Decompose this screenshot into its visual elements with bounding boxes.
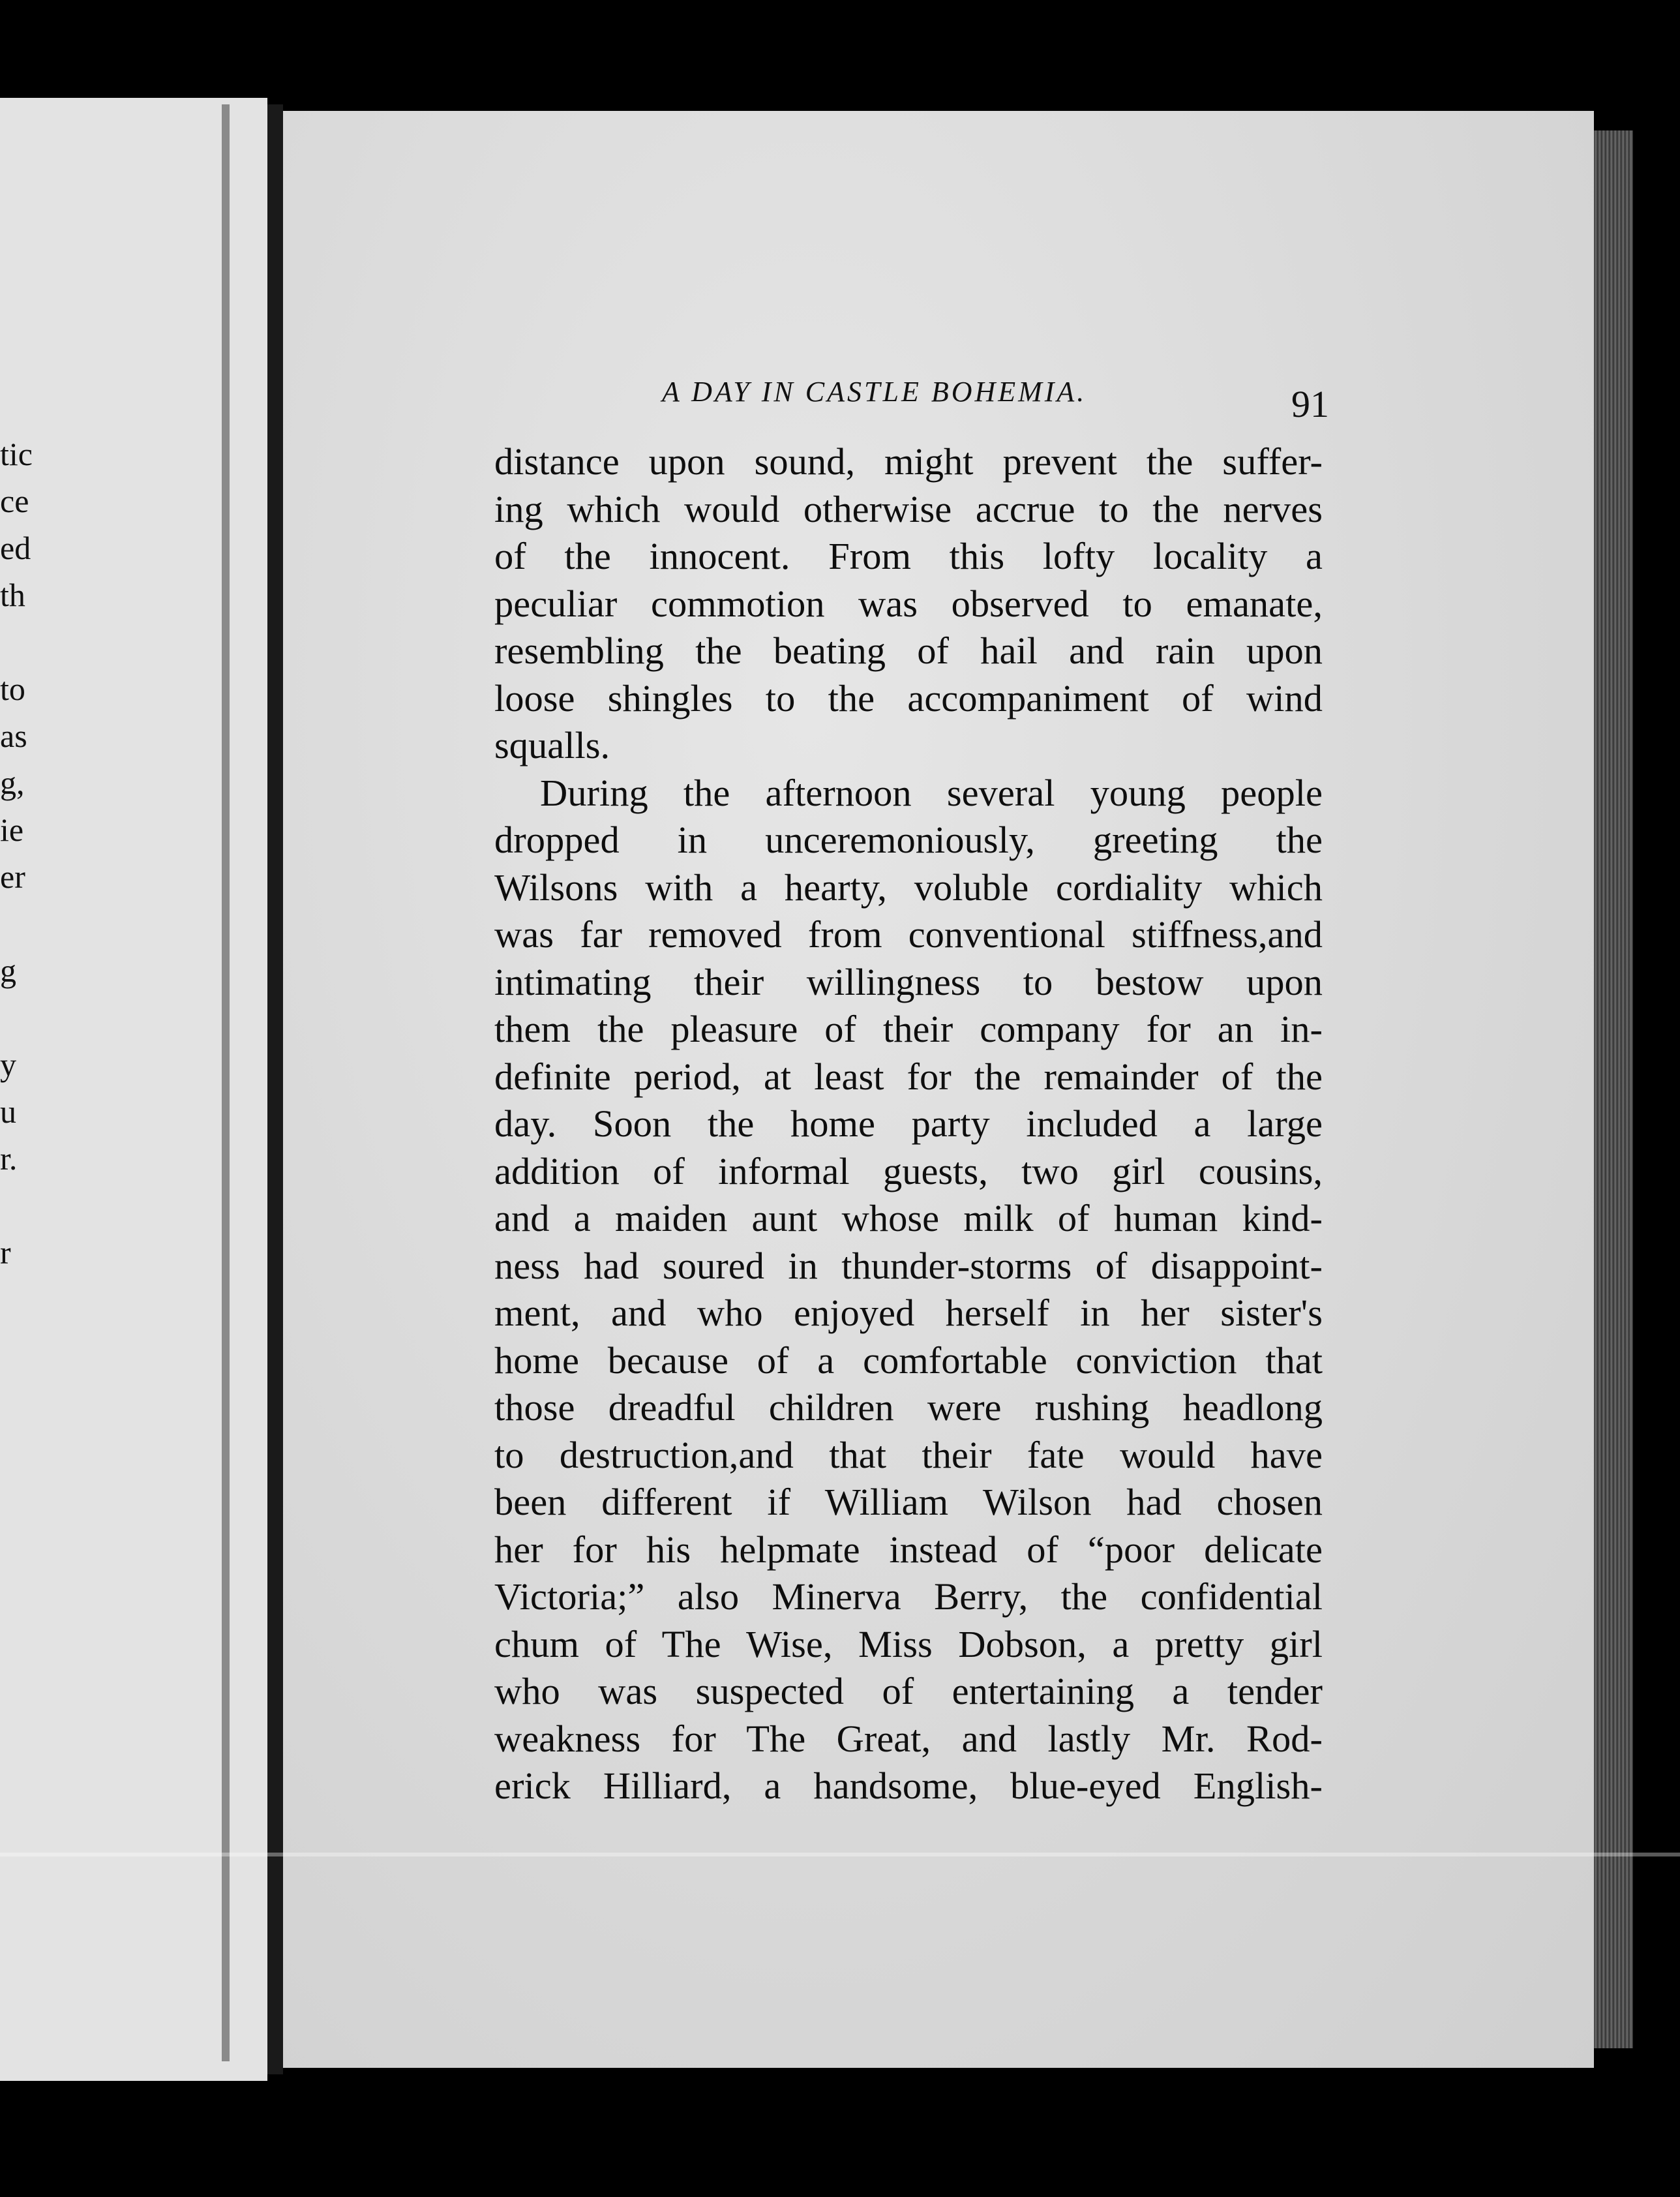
fragment-line: y xyxy=(0,1046,16,1083)
text-line: addition of informal guests, two girl cousins, xyxy=(494,1149,1323,1192)
facing-page-text-fragment xyxy=(0,431,39,1276)
text-line: Victoria;” also Minerva Berry, the confidential xyxy=(494,1575,1323,1618)
fragment-line xyxy=(0,618,39,665)
text-line: and a maiden aunt whose milk of human kind- xyxy=(494,1197,1323,1239)
text-line: intimating their willingness to bestow upon xyxy=(494,960,1323,1003)
fragment-line: ed xyxy=(0,530,31,566)
fragment-line: u xyxy=(0,1093,16,1130)
text-line: distance upon sound, might prevent the suffer- xyxy=(494,440,1323,483)
text-line: loose shingles to the accompaniment of wind xyxy=(494,676,1323,720)
text-line: them the pleasure of their company for an in- xyxy=(494,1008,1323,1050)
text-line: to destruction,and that their fate would have xyxy=(494,1433,1323,1476)
fragment-line xyxy=(0,1182,39,1229)
text-line: was far removed from conventional stiffness,and xyxy=(494,913,1323,956)
fragment-line: ie xyxy=(0,811,24,848)
text-line: squalls. xyxy=(494,724,610,766)
fragment-line: g, xyxy=(0,765,25,801)
book-gutter xyxy=(267,104,283,2074)
fragment-line: ce xyxy=(0,483,29,519)
text-line: weakness for The Great, and lastly Mr. Rod- xyxy=(494,1717,1323,1760)
text-line: chum of The Wise, Miss Dobson, a pretty girl xyxy=(494,1622,1323,1665)
text-line: peculiar commotion was observed to emanate, xyxy=(494,582,1323,625)
fragment-line: g xyxy=(0,952,16,989)
facing-page-edge xyxy=(222,104,230,2061)
text-line: those dreadful children were rushing headlong xyxy=(494,1386,1323,1429)
text-line: Wilsons with a hearty, voluble cordiality which xyxy=(494,866,1323,909)
text-line: During the afternoon several young people xyxy=(540,771,1323,814)
text-line: erick Hilliard, a handsome, blue-eyed English- xyxy=(494,1765,1323,1807)
text-line: dropped in unceremoniously, greeting the xyxy=(494,819,1323,861)
text-line: her for his helpmate instead of “poor delicate xyxy=(494,1528,1323,1571)
text-line: definite period, at least for the remainder of the xyxy=(494,1055,1323,1098)
text-line: ness had soured in thunder-storms of disappoint- xyxy=(494,1244,1323,1287)
fragment-line xyxy=(0,994,39,1041)
fragment-line: to xyxy=(0,671,25,707)
text-line: of the innocent. From this lofty locality a xyxy=(494,535,1323,577)
fragment-line: r. xyxy=(0,1140,18,1177)
text-line: resembling the beating of hail and rain upon xyxy=(494,629,1323,672)
fragment-line: tic xyxy=(0,436,33,472)
fragment-line: th xyxy=(0,577,25,613)
fragment-line: r xyxy=(0,1234,11,1271)
page-number: 91 xyxy=(1291,383,1329,425)
text-line: ing which would otherwise accrue to the nerves xyxy=(494,487,1323,530)
text-line: been different if William Wilson had chosen xyxy=(494,1481,1323,1523)
fragment-line: as xyxy=(0,718,27,754)
text-line: home because of a comfortable conviction that xyxy=(494,1339,1323,1382)
text-line: who was suspected of entertaining a tender xyxy=(494,1670,1323,1712)
page-body-text xyxy=(494,438,1323,1810)
scan-artifact-band xyxy=(0,1853,1680,1856)
page-stack-edge xyxy=(1594,130,1633,2048)
running-head: A DAY IN CASTLE BOHEMIA. xyxy=(662,376,1087,408)
text-line: day. Soon the home party included a large xyxy=(494,1102,1323,1145)
fragment-line xyxy=(0,900,39,947)
text-line: ment, and who enjoyed herself in her sister's xyxy=(494,1292,1323,1334)
fragment-line: er xyxy=(0,858,25,895)
